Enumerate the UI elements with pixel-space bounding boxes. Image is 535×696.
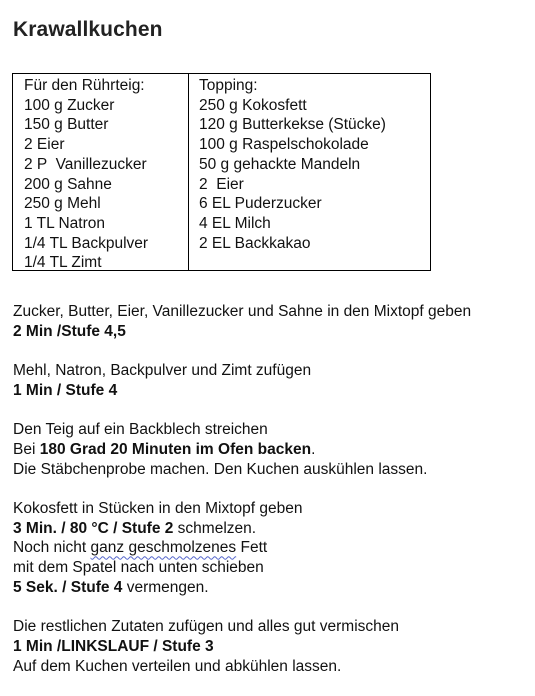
ingredient-item: 1 TL Natron [24, 214, 105, 232]
ingredient-item: 6 EL Puderzucker [199, 195, 322, 213]
step-text [13, 578, 528, 598]
step-text: Mehl, Natron, Backpulver und Zimt zufügen [13, 362, 312, 380]
step-1 [13, 302, 528, 341]
step-text-part: Noch nicht [13, 539, 91, 557]
step-text: Kokosfett in Stücken in den Mixtopf geben [13, 499, 303, 517]
ingredient-item: 4 EL Milch [199, 214, 271, 232]
step-4 [13, 499, 528, 598]
spellcheck-underlined-text: ganz geschmolzenes [90, 539, 237, 557]
step-text-part: Bei [13, 440, 40, 458]
step-text-part: Fett [236, 539, 268, 557]
step-text: Zucker, Butter, Eier, Vanillezucker und Sahne in den Mixtopf geben [13, 303, 472, 320]
step-setting: 2 Min /Stufe 4,5 [13, 322, 126, 340]
ruehrteig-column [24, 76, 148, 273]
step-text [13, 519, 528, 539]
step-text [13, 538, 528, 558]
step-3 [13, 420, 528, 479]
step-text-part: vermengen. [122, 578, 209, 596]
step-setting: 1 Min / Stufe 4 [13, 381, 118, 399]
step-text: Den Teig auf ein Backblech streichen [13, 421, 268, 439]
step-setting: 1 Min /LINKSLAUF / Stufe 3 [13, 637, 214, 655]
step-text: Die restlichen Zutaten zufügen und alles gut vermischen [13, 618, 399, 636]
ruehrteig-heading: Für den Rührteig: [24, 77, 145, 94]
step-setting: 5 Sek. / Stufe 4 [13, 578, 123, 596]
ingredient-item: 250 g Kokosfett [199, 96, 307, 114]
table-divider [188, 74, 189, 270]
ingredient-item: 2 Eier [199, 175, 244, 193]
ingredient-item: 2 EL Backkakao [199, 234, 311, 252]
ingredients-table [12, 73, 431, 271]
topping-heading: Topping: [199, 77, 258, 94]
ingredient-item: 50 g gehackte Mandeln [199, 155, 361, 173]
ingredient-item: 250 g Mehl [24, 195, 101, 213]
step-setting: 180 Grad 20 Minuten im Ofen backen [39, 440, 312, 458]
ingredient-item: 2 Eier [24, 136, 65, 154]
step-text: mit dem Spatel nach unten schieben [13, 559, 264, 577]
step-text-part: . [311, 440, 316, 458]
page-title: Krawallkuchen [13, 18, 163, 41]
step-setting: 3 Min. / 80 °C / Stufe 2 [13, 519, 174, 537]
ingredient-item: 100 g Zucker [24, 96, 115, 114]
ingredient-item: 200 g Sahne [24, 175, 112, 193]
ingredient-item: 1/4 TL Backpulver [24, 234, 149, 252]
ingredient-item: 2 P Vanillezucker [24, 155, 147, 173]
ingredient-item: 150 g Butter [24, 116, 109, 134]
ingredient-item: 100 g Raspelschokolade [199, 136, 369, 154]
topping-column [199, 76, 386, 253]
ingredient-item: 120 g Butterkekse (Stücke) [199, 116, 386, 134]
step-2 [13, 361, 528, 400]
step-text [13, 440, 528, 460]
step-text: Die Stäbchenprobe machen. Den Kuchen auskühlen lassen. [13, 460, 428, 478]
step-5 [13, 617, 528, 676]
instructions [13, 302, 528, 696]
step-text-part: schmelzen. [173, 519, 257, 537]
ingredient-item: 1/4 TL Zimt [24, 254, 102, 272]
step-text: Auf dem Kuchen verteilen und abkühlen lassen. [13, 657, 342, 675]
